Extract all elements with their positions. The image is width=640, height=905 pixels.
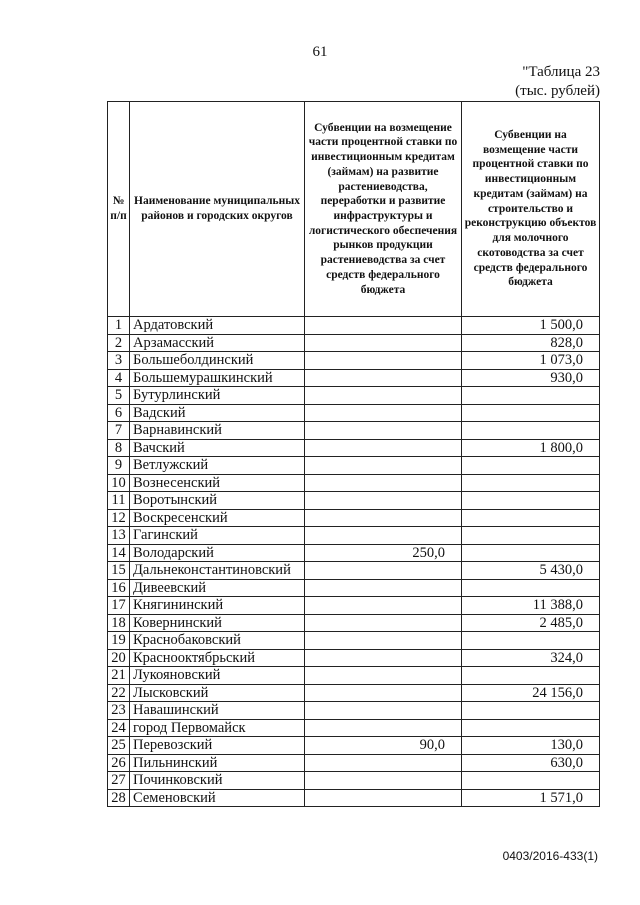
value-col1 bbox=[305, 614, 462, 632]
district-name: Навашинский bbox=[130, 702, 305, 720]
value-col1 bbox=[305, 509, 462, 527]
value-col1 bbox=[305, 439, 462, 457]
value-col1 bbox=[305, 317, 462, 335]
value-col1 bbox=[305, 527, 462, 545]
row-number: 15 bbox=[108, 562, 130, 580]
table-row bbox=[108, 719, 600, 737]
document-code: 0403/2016-433(1) bbox=[502, 849, 598, 863]
page-number: 61 bbox=[312, 44, 328, 60]
value-col1 bbox=[305, 369, 462, 387]
district-name: Большеболдинский bbox=[130, 352, 305, 370]
district-name: Перевозский bbox=[130, 737, 305, 755]
header-num: № п/п bbox=[108, 102, 130, 317]
value-col1 bbox=[305, 597, 462, 615]
table-row bbox=[108, 614, 600, 632]
table-row bbox=[108, 772, 600, 790]
value-col2 bbox=[462, 492, 600, 510]
district-name: Гагинский bbox=[130, 527, 305, 545]
value-col2 bbox=[462, 719, 600, 737]
value-col2 bbox=[462, 544, 600, 562]
value-col2: 324,0 bbox=[462, 649, 600, 667]
district-name: Краснобаковский bbox=[130, 632, 305, 650]
table-row bbox=[108, 579, 600, 597]
header-col1: Субвенции на возмещение части процентной ставки по инвестиционным кредитам (займам) на развитие растениеводства, переработки и развитие инфраструктуры и логистического обеспечения рынков продукции растениеводства за счет средств федерального бюджета bbox=[305, 102, 462, 317]
row-number: 3 bbox=[108, 352, 130, 370]
district-name: Арзамасский bbox=[130, 334, 305, 352]
value-col1 bbox=[305, 457, 462, 475]
table-row bbox=[108, 474, 600, 492]
row-number: 27 bbox=[108, 772, 130, 790]
header-col2: Субвенции на возмещение части процентной ставки по инвестиционным кредитам (займам) на строительство и реконструкцию объектов для молочного скотоводства за счет средств федерального бюджета bbox=[462, 102, 600, 317]
row-number: 5 bbox=[108, 387, 130, 405]
value-col1 bbox=[305, 474, 462, 492]
table-row bbox=[108, 404, 600, 422]
row-number: 26 bbox=[108, 754, 130, 772]
district-name: Семеновский bbox=[130, 789, 305, 807]
table-row bbox=[108, 632, 600, 650]
value-col1 bbox=[305, 404, 462, 422]
table-row bbox=[108, 422, 600, 440]
table-row bbox=[108, 649, 600, 667]
row-number: 4 bbox=[108, 369, 130, 387]
value-col2 bbox=[462, 632, 600, 650]
table-row bbox=[108, 754, 600, 772]
value-col2: 130,0 bbox=[462, 737, 600, 755]
row-number: 16 bbox=[108, 579, 130, 597]
row-number: 28 bbox=[108, 789, 130, 807]
table-row bbox=[108, 509, 600, 527]
district-name: Пильнинский bbox=[130, 754, 305, 772]
row-number: 20 bbox=[108, 649, 130, 667]
value-col2 bbox=[462, 772, 600, 790]
subsidy-table bbox=[107, 101, 600, 807]
value-col1 bbox=[305, 422, 462, 440]
row-number: 17 bbox=[108, 597, 130, 615]
district-name: Вознесенский bbox=[130, 474, 305, 492]
value-col2 bbox=[462, 474, 600, 492]
table-title: "Таблица 23 bbox=[522, 64, 600, 80]
table-header-row bbox=[108, 102, 600, 317]
table-row bbox=[108, 369, 600, 387]
value-col1 bbox=[305, 702, 462, 720]
value-col1: 250,0 bbox=[305, 544, 462, 562]
table-row bbox=[108, 544, 600, 562]
district-name: Володарский bbox=[130, 544, 305, 562]
value-col1 bbox=[305, 684, 462, 702]
value-col2 bbox=[462, 579, 600, 597]
row-number: 24 bbox=[108, 719, 130, 737]
table-body bbox=[108, 317, 600, 807]
value-col1 bbox=[305, 387, 462, 405]
table-row bbox=[108, 492, 600, 510]
table-row bbox=[108, 702, 600, 720]
table-row bbox=[108, 387, 600, 405]
value-col1 bbox=[305, 352, 462, 370]
district-name: Варнавинский bbox=[130, 422, 305, 440]
table-row bbox=[108, 562, 600, 580]
value-col2: 1 073,0 bbox=[462, 352, 600, 370]
row-number: 14 bbox=[108, 544, 130, 562]
value-col2 bbox=[462, 667, 600, 685]
row-number: 9 bbox=[108, 457, 130, 475]
value-col2 bbox=[462, 457, 600, 475]
value-col2 bbox=[462, 702, 600, 720]
district-name: Княгининский bbox=[130, 597, 305, 615]
value-col1 bbox=[305, 667, 462, 685]
row-number: 18 bbox=[108, 614, 130, 632]
value-col2: 630,0 bbox=[462, 754, 600, 772]
row-number: 19 bbox=[108, 632, 130, 650]
district-name: Дальнеконстантиновский bbox=[130, 562, 305, 580]
value-col1 bbox=[305, 562, 462, 580]
district-name: Ардатовский bbox=[130, 317, 305, 335]
table-row bbox=[108, 737, 600, 755]
table-row bbox=[108, 457, 600, 475]
table-row bbox=[108, 667, 600, 685]
district-name: Ветлужский bbox=[130, 457, 305, 475]
row-number: 1 bbox=[108, 317, 130, 335]
district-name: Дивеевский bbox=[130, 579, 305, 597]
value-col2: 11 388,0 bbox=[462, 597, 600, 615]
value-col1 bbox=[305, 719, 462, 737]
header-name: Наименование муниципальных районов и городских округов bbox=[130, 102, 305, 317]
district-name: Воскресенский bbox=[130, 509, 305, 527]
value-col2: 828,0 bbox=[462, 334, 600, 352]
row-number: 10 bbox=[108, 474, 130, 492]
district-name: Воротынский bbox=[130, 492, 305, 510]
table-row bbox=[108, 352, 600, 370]
row-number: 2 bbox=[108, 334, 130, 352]
value-col1 bbox=[305, 632, 462, 650]
row-number: 23 bbox=[108, 702, 130, 720]
row-number: 7 bbox=[108, 422, 130, 440]
value-col2: 2 485,0 bbox=[462, 614, 600, 632]
district-name: Вачский bbox=[130, 439, 305, 457]
value-col2 bbox=[462, 422, 600, 440]
district-name: Ковернинский bbox=[130, 614, 305, 632]
value-col1 bbox=[305, 579, 462, 597]
district-name: Большемурашкинский bbox=[130, 369, 305, 387]
row-number: 21 bbox=[108, 667, 130, 685]
value-col2: 5 430,0 bbox=[462, 562, 600, 580]
district-name: Лысковский bbox=[130, 684, 305, 702]
value-col2: 1 571,0 bbox=[462, 789, 600, 807]
value-col1 bbox=[305, 649, 462, 667]
value-col1 bbox=[305, 754, 462, 772]
district-name: Вадский bbox=[130, 404, 305, 422]
row-number: 13 bbox=[108, 527, 130, 545]
row-number: 22 bbox=[108, 684, 130, 702]
table-row bbox=[108, 334, 600, 352]
value-col1 bbox=[305, 492, 462, 510]
value-col2 bbox=[462, 387, 600, 405]
table-row bbox=[108, 439, 600, 457]
table-row bbox=[108, 527, 600, 545]
district-name: город Первомайск bbox=[130, 719, 305, 737]
value-col2: 1 500,0 bbox=[462, 317, 600, 335]
table-row bbox=[108, 317, 600, 335]
value-col1 bbox=[305, 772, 462, 790]
value-col1: 90,0 bbox=[305, 737, 462, 755]
value-col2 bbox=[462, 509, 600, 527]
table-row bbox=[108, 597, 600, 615]
table-units: (тыс. рублей) bbox=[515, 83, 600, 99]
value-col2 bbox=[462, 527, 600, 545]
value-col2 bbox=[462, 404, 600, 422]
value-col2: 24 156,0 bbox=[462, 684, 600, 702]
district-name: Лукояновский bbox=[130, 667, 305, 685]
row-number: 8 bbox=[108, 439, 130, 457]
row-number: 11 bbox=[108, 492, 130, 510]
row-number: 12 bbox=[108, 509, 130, 527]
district-name: Починковский bbox=[130, 772, 305, 790]
table-row bbox=[108, 789, 600, 807]
district-name: Бутурлинский bbox=[130, 387, 305, 405]
row-number: 25 bbox=[108, 737, 130, 755]
district-name: Краснооктябрьский bbox=[130, 649, 305, 667]
row-number: 6 bbox=[108, 404, 130, 422]
value-col1 bbox=[305, 334, 462, 352]
value-col2: 930,0 bbox=[462, 369, 600, 387]
value-col1 bbox=[305, 789, 462, 807]
value-col2: 1 800,0 bbox=[462, 439, 600, 457]
table-row bbox=[108, 684, 600, 702]
